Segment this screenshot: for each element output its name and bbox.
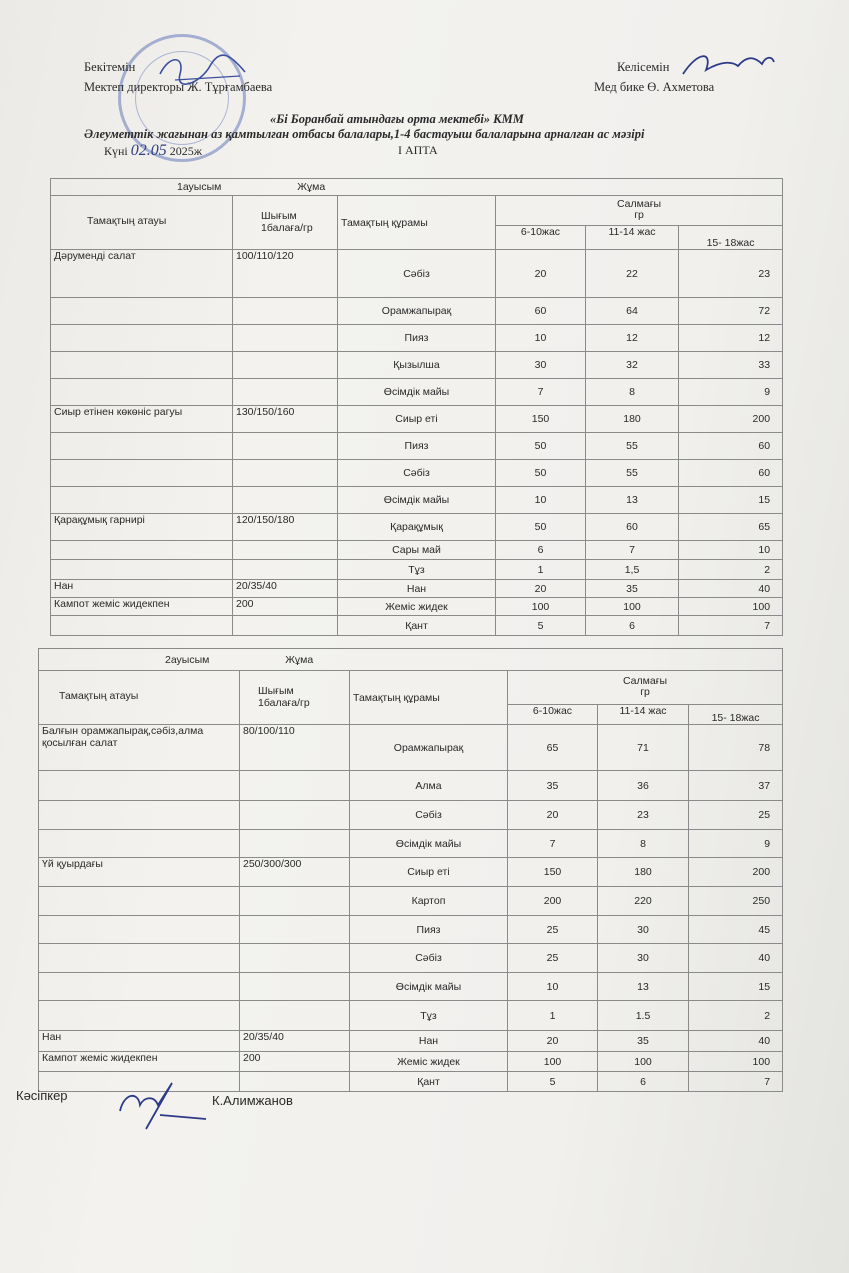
ingredient-name: Өсімдік майы (338, 379, 496, 406)
dish-output (233, 616, 338, 636)
weight-15-18: 2 (689, 1001, 783, 1031)
weight-11-14: 30 (598, 916, 689, 944)
shift-2-rows (39, 725, 783, 1092)
age-15-18-header: 15- 18жас (679, 226, 783, 250)
col-name-header: Тамақтың атауы (51, 196, 233, 250)
weight-6-10: 10 (496, 325, 586, 352)
table-row (39, 1052, 783, 1072)
shift-2-table (38, 648, 783, 1092)
weight-11-14: 100 (586, 598, 679, 616)
dish-name (39, 916, 240, 944)
dish-name: Нан (39, 1031, 240, 1052)
ingredient-name: Өсімдік майы (338, 487, 496, 514)
col-ingredients-header: Тамақтың құрамы (350, 671, 508, 725)
weight-6-10: 1 (508, 1001, 598, 1031)
ingredient-name: Нан (350, 1031, 508, 1052)
ingredient-name: Қызылша (338, 352, 496, 379)
shift-label: 1ауысым (177, 181, 222, 193)
weight-11-14: 55 (586, 433, 679, 460)
ingredient-name: Жеміс жидек (338, 598, 496, 616)
table-row (39, 887, 783, 916)
nurse-signature (678, 46, 778, 82)
weight-11-14: 35 (598, 1031, 689, 1052)
ingredient-name: Нан (338, 580, 496, 598)
age-11-14-header: 11-14 жас (586, 226, 679, 250)
dish-output (240, 944, 350, 973)
weight-6-10: 50 (496, 514, 586, 541)
shift-row (39, 649, 783, 671)
dish-name (39, 1001, 240, 1031)
table-row (51, 460, 783, 487)
dish-name: Кампот жеміс жидекпен (39, 1052, 240, 1072)
table-row (51, 250, 783, 298)
table-row (39, 858, 783, 887)
dish-output (233, 298, 338, 325)
table-header-row (51, 196, 783, 226)
weight-11-14: 12 (586, 325, 679, 352)
weight-11-14: 100 (598, 1052, 689, 1072)
weight-15-18: 37 (689, 771, 783, 801)
ingredient-name: Сәбіз (338, 250, 496, 298)
age-6-10-header: 6-10жас (508, 705, 598, 725)
dish-name (39, 944, 240, 973)
weight-11-14: 30 (598, 944, 689, 973)
age-15-18-header: 15- 18жас (689, 705, 783, 725)
weight-11-14: 35 (586, 580, 679, 598)
age-11-14-header: 11-14 жас (598, 705, 689, 725)
dish-name: Кампот жеміс жидекпен (51, 598, 233, 616)
weight-15-18: 25 (689, 801, 783, 830)
date-year: 2025ж (169, 144, 203, 158)
date-label: Күні (104, 144, 128, 158)
dish-name: Қарақұмық гарнирі (51, 514, 233, 541)
weight-6-10: 7 (496, 379, 586, 406)
dish-output: 130/150/160 (233, 406, 338, 433)
weight-15-18: 7 (689, 1072, 783, 1092)
dish-name (39, 801, 240, 830)
ingredient-name: Сәбіз (350, 944, 508, 973)
dish-name (51, 487, 233, 514)
table-row (51, 406, 783, 433)
weight-15-18: 9 (679, 379, 783, 406)
weight-15-18: 60 (679, 433, 783, 460)
dish-output (240, 830, 350, 858)
ingredient-name: Тұз (350, 1001, 508, 1031)
weight-6-10: 100 (508, 1052, 598, 1072)
weight-6-10: 25 (508, 944, 598, 973)
weight-15-18: 72 (679, 298, 783, 325)
weight-6-10: 5 (496, 616, 586, 636)
weight-11-14: 1.5 (598, 1001, 689, 1031)
ingredient-name: Пияз (338, 433, 496, 460)
table-row (51, 514, 783, 541)
weight-11-14: 55 (586, 460, 679, 487)
dish-output: 20/35/40 (233, 580, 338, 598)
dish-name (51, 560, 233, 580)
weight-15-18: 65 (679, 514, 783, 541)
weight-15-18: 250 (689, 887, 783, 916)
weight-6-10: 10 (496, 487, 586, 514)
ingredient-name: Пияз (350, 916, 508, 944)
ingredient-name: Пияз (338, 325, 496, 352)
table-row (51, 433, 783, 460)
dish-name (51, 352, 233, 379)
dish-output: 80/100/110 (240, 725, 350, 771)
school-name: «Бі Боранбай атындағы орта мектебі» КММ (270, 112, 524, 126)
dish-name (51, 325, 233, 352)
weight-6-10: 7 (508, 830, 598, 858)
weight-11-14: 7 (586, 541, 679, 560)
table-row (51, 379, 783, 406)
weight-6-10: 10 (508, 973, 598, 1001)
weight-15-18: 200 (689, 858, 783, 887)
weight-15-18: 45 (689, 916, 783, 944)
day-label: Жұма (297, 181, 326, 193)
weight-11-14: 220 (598, 887, 689, 916)
dish-output: 200 (233, 598, 338, 616)
weight-6-10: 30 (496, 352, 586, 379)
weight-6-10: 60 (496, 298, 586, 325)
weight-15-18: 10 (679, 541, 783, 560)
table-row (39, 944, 783, 973)
weight-11-14: 180 (586, 406, 679, 433)
nurse-name: Мед бике Ө. Ахметова (594, 80, 715, 94)
dish-name (51, 460, 233, 487)
dish-output (240, 771, 350, 801)
table-row (39, 1001, 783, 1031)
dish-output (233, 433, 338, 460)
ingredient-name: Сиыр еті (350, 858, 508, 887)
weight-11-14: 71 (598, 725, 689, 771)
weight-11-14: 23 (598, 801, 689, 830)
dish-name (51, 433, 233, 460)
weight-11-14: 60 (586, 514, 679, 541)
dish-name (39, 771, 240, 801)
dish-output (240, 887, 350, 916)
dish-name: Балғын орамжапырақ,сәбіз,алма қосылған салат (39, 725, 240, 771)
weight-11-14: 6 (598, 1072, 689, 1092)
weight-6-10: 25 (508, 916, 598, 944)
dish-name: Дәрумендi салат (51, 250, 233, 298)
table-row (39, 725, 783, 771)
shift-1-rows (51, 250, 783, 636)
dish-output (233, 487, 338, 514)
ingredient-name: Картоп (350, 887, 508, 916)
weight-15-18: 200 (679, 406, 783, 433)
dish-output (233, 379, 338, 406)
weight-11-14: 36 (598, 771, 689, 801)
table-row (51, 580, 783, 598)
dish-output (233, 325, 338, 352)
weight-6-10: 200 (508, 887, 598, 916)
weight-15-18: 78 (689, 725, 783, 771)
dish-output (233, 460, 338, 487)
table-row (51, 616, 783, 636)
dish-output: 200 (240, 1052, 350, 1072)
shift-row (51, 179, 783, 196)
table-row (39, 1031, 783, 1052)
dish-name (51, 541, 233, 560)
col-output-header: Шығым 1балаға/гр (240, 671, 350, 725)
ingredient-name: Сәбіз (338, 460, 496, 487)
ingredient-name: Жеміс жидек (350, 1052, 508, 1072)
dish-name (51, 616, 233, 636)
weight-11-14: 1,5 (586, 560, 679, 580)
dish-output (240, 1001, 350, 1031)
table-row (39, 830, 783, 858)
weight-6-10: 150 (508, 858, 598, 887)
ingredient-name: Тұз (338, 560, 496, 580)
table-row (51, 541, 783, 560)
weight-11-14: 8 (598, 830, 689, 858)
col-output-header: Шығым 1балаға/гр (233, 196, 338, 250)
weight-15-18: 33 (679, 352, 783, 379)
dish-output (240, 916, 350, 944)
weight-6-10: 100 (496, 598, 586, 616)
weight-15-18: 60 (679, 460, 783, 487)
weight-15-18: 100 (689, 1052, 783, 1072)
table-row (51, 487, 783, 514)
weight-6-10: 65 (508, 725, 598, 771)
weight-6-10: 5 (508, 1072, 598, 1092)
age-6-10-header: 6-10жас (496, 226, 586, 250)
col-name-header: Тамақтың атауы (39, 671, 240, 725)
dish-name (39, 887, 240, 916)
weight-11-14: 32 (586, 352, 679, 379)
weight-11-14: 6 (586, 616, 679, 636)
weight-15-18: 100 (679, 598, 783, 616)
ingredient-name: Сәбіз (350, 801, 508, 830)
weight-11-14: 13 (586, 487, 679, 514)
approve-label: Бекітемін (84, 60, 136, 74)
weight-6-10: 20 (496, 250, 586, 298)
weight-6-10: 1 (496, 560, 586, 580)
dish-output (240, 801, 350, 830)
weight-15-18: 9 (689, 830, 783, 858)
table-row (51, 560, 783, 580)
weight-11-14: 180 (598, 858, 689, 887)
weight-6-10: 20 (508, 1031, 598, 1052)
dish-output (233, 352, 338, 379)
dish-name: Үй қуырдағы (39, 858, 240, 887)
weight-11-14: 64 (586, 298, 679, 325)
table-row (51, 352, 783, 379)
col-weight-header: Салмағы гр (508, 671, 783, 705)
table-row (39, 916, 783, 944)
ingredient-name: Қант (338, 616, 496, 636)
weight-11-14: 22 (586, 250, 679, 298)
weight-15-18: 40 (689, 944, 783, 973)
dish-output (240, 973, 350, 1001)
dish-output (240, 1072, 350, 1092)
weight-15-18: 2 (679, 560, 783, 580)
table-header-row (39, 671, 783, 705)
ingredient-name: Өсімдік майы (350, 830, 508, 858)
weight-15-18: 40 (679, 580, 783, 598)
table-row (51, 325, 783, 352)
day-label: Жұма (285, 653, 314, 666)
dish-output (233, 560, 338, 580)
date-line (104, 142, 202, 160)
weight-11-14: 13 (598, 973, 689, 1001)
ingredient-name: Орамжапырақ (350, 725, 508, 771)
ingredient-name: Қарақұмық (338, 514, 496, 541)
dish-name (51, 298, 233, 325)
dish-name (39, 973, 240, 1001)
weight-15-18: 15 (679, 487, 783, 514)
col-ingredients-header: Тамақтың құрамы (338, 196, 496, 250)
dish-name (51, 379, 233, 406)
dish-output (233, 541, 338, 560)
agree-label: Келісемін (617, 60, 670, 74)
entrepreneur-name: К.Алимжанов (212, 1093, 293, 1108)
dish-name: Нан (51, 580, 233, 598)
weight-6-10: 50 (496, 460, 586, 487)
ingredient-name: Қант (350, 1072, 508, 1092)
weight-6-10: 20 (508, 801, 598, 830)
weight-6-10: 20 (496, 580, 586, 598)
director-name: Мектеп директоры Ж. Тұрғамбаева (84, 80, 273, 94)
weight-15-18: 7 (679, 616, 783, 636)
weight-6-10: 6 (496, 541, 586, 560)
table-row (39, 801, 783, 830)
weight-6-10: 50 (496, 433, 586, 460)
table-row (39, 771, 783, 801)
ingredient-name: Өсімдік майы (350, 973, 508, 1001)
weight-11-14: 8 (586, 379, 679, 406)
entrepreneur-signature (110, 1075, 210, 1133)
col-weight-header: Салмағы гр (496, 196, 783, 226)
table-row (39, 973, 783, 1001)
date-value: 02.05 (130, 142, 167, 159)
weight-15-18: 40 (689, 1031, 783, 1052)
entrepreneur-label: Кәсіпкер (16, 1088, 68, 1103)
dish-output: 20/35/40 (240, 1031, 350, 1052)
dish-name (39, 830, 240, 858)
ingredient-name: Орамжапырақ (338, 298, 496, 325)
weight-15-18: 23 (679, 250, 783, 298)
director-signature (150, 44, 260, 94)
dish-output: 250/300/300 (240, 858, 350, 887)
shift-label: 2ауысым (165, 653, 210, 666)
weight-6-10: 35 (508, 771, 598, 801)
table-row (51, 598, 783, 616)
weight-15-18: 15 (689, 973, 783, 1001)
weight-6-10: 150 (496, 406, 586, 433)
ingredient-name: Алма (350, 771, 508, 801)
week-label: I АПТА (398, 143, 438, 157)
table-row (51, 298, 783, 325)
dish-name: Сиыр етінен көкөніс рагуы (51, 406, 233, 433)
weight-15-18: 12 (679, 325, 783, 352)
dish-output: 120/150/180 (233, 514, 338, 541)
shift-1-table (50, 178, 783, 636)
menu-subtitle: Әлеуметтік жағынан аз қамтылған отбасы балалары,1-4 бастауыш балаларына арналған ас мәзірі (84, 127, 645, 141)
dish-output: 100/110/120 (233, 250, 338, 298)
ingredient-name: Сиыр еті (338, 406, 496, 433)
ingredient-name: Сары май (338, 541, 496, 560)
